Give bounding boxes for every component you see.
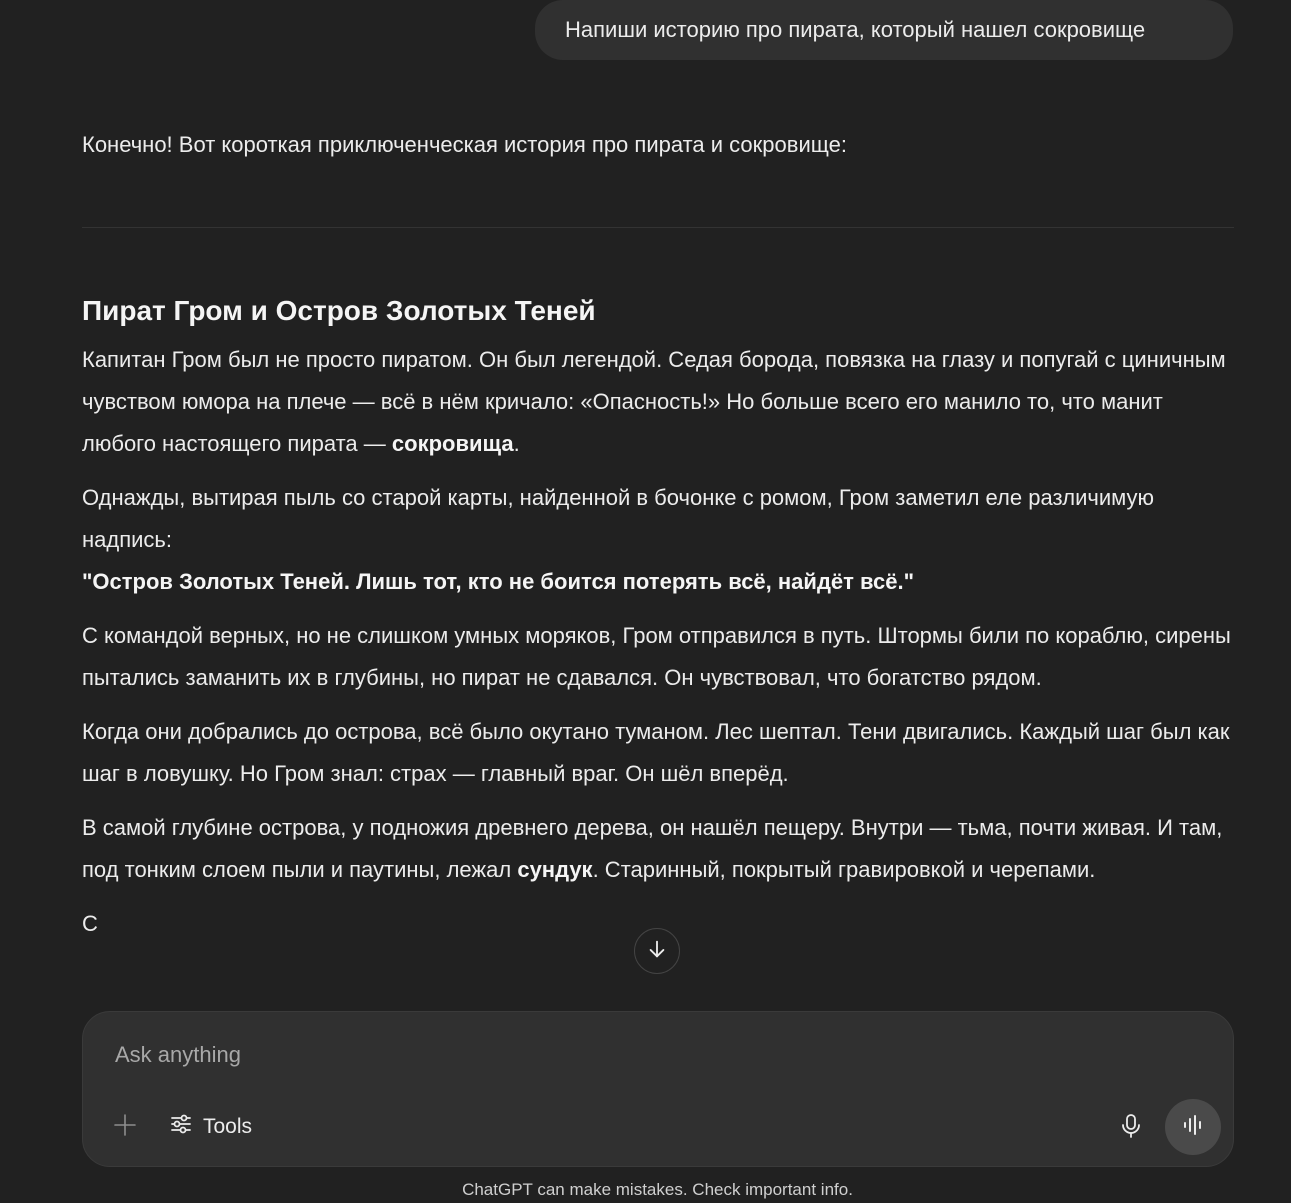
assistant-intro: Конечно! Вот короткая приключенческая история про пирата и сокровище: [82, 132, 847, 157]
arrow-down-icon [646, 938, 668, 965]
story-paragraph-4: Когда они добрались до острова, всё было окутано туманом. Лес шептал. Тени двигались. Каждый шаг был как шаг в ловушку. Но Гром знал: страх — главный враг. Он шёл вперёд. [82, 719, 1230, 786]
paragraph-text: Однажды, вытирая пыль со старой карты, найденной в бочонке с ромом, Гром заметил еле различимую надпись: [82, 485, 1155, 552]
tools-label: Tools [203, 1115, 253, 1138]
story-title: Пират Гром и Остров Золотых Теней [82, 295, 596, 326]
plus-icon [113, 1113, 137, 1142]
composer [82, 1011, 1234, 1167]
story-paragraph-6: С [82, 911, 98, 936]
bold-text: сокровища [391, 431, 514, 456]
user-message-text: Напиши историю про пирата, который нашел сокровище [565, 17, 1146, 42]
story-paragraph-2 [82, 477, 1234, 603]
dictate-button[interactable] [1111, 1108, 1151, 1148]
scroll-to-bottom-button[interactable] [634, 928, 680, 974]
paragraph-text: . [513, 431, 520, 456]
story-paragraph-5 [82, 807, 1234, 891]
user-message-bubble [535, 0, 1233, 60]
sliders-icon [169, 1112, 193, 1142]
bold-quote: "Остров Золотых Теней. Лишь тот, кто не боится потерять всё, найдёт всё." [82, 569, 915, 594]
voice-waveform-icon [1181, 1113, 1205, 1142]
paragraph-text: Капитан Гром был не просто пиратом. Он был легендой. Седая борода, повязка на глазу и попугай с циничным чувством юмора на плече — всё в нём кричало: «Опасность!» Но больше всего его манило то, что манит любого настоящего пирата — [82, 347, 1226, 456]
voice-mode-button[interactable] [1165, 1099, 1221, 1155]
microphone-icon [1119, 1113, 1143, 1144]
bold-text: сундук [517, 857, 593, 882]
disclaimer-text: ChatGPT can make mistakes. Check important info. [462, 1180, 853, 1199]
tools-button[interactable] [161, 1108, 260, 1146]
prompt-input[interactable] [113, 1038, 1017, 1072]
story-paragraph-1 [82, 339, 1234, 465]
section-divider [82, 227, 1234, 228]
paragraph-text: . Старинный, покрытый гравировкой и черепами. [592, 857, 1096, 882]
assistant-message [82, 124, 1234, 945]
paragraph-text: В самой глубине острова, у подножия древнего дерева, он нашёл пещеру. Внутри — тьма, почти живая. И там, под тонким слоем пыли и паутины, лежал [82, 815, 1223, 882]
story-paragraph-3: С командой верных, но не слишком умных моряков, Гром отправился в путь. Штормы били по кораблю, сирены пытались заманить их в глубины, но пират не сдавался. Он чувствовал, что богатство рядом. [82, 623, 1231, 690]
add-attachment-button[interactable] [107, 1109, 143, 1145]
